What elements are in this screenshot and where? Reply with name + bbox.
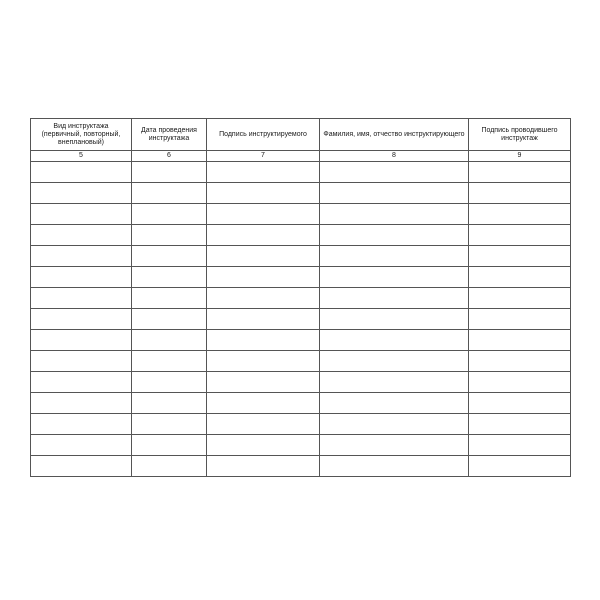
table-row bbox=[31, 183, 571, 204]
cell-instructor-name[interactable] bbox=[320, 267, 469, 288]
cell-instructor-signature[interactable] bbox=[469, 435, 571, 456]
table-row bbox=[31, 435, 571, 456]
table-row bbox=[31, 309, 571, 330]
table-row bbox=[31, 414, 571, 435]
cell-briefing-type[interactable] bbox=[31, 288, 132, 309]
header-row bbox=[31, 119, 571, 151]
cell-instructor-name[interactable] bbox=[320, 309, 469, 330]
cell-briefing-type[interactable] bbox=[31, 204, 132, 225]
cell-instructor-name[interactable] bbox=[320, 288, 469, 309]
cell-trainee-signature[interactable] bbox=[207, 393, 320, 414]
table-row bbox=[31, 162, 571, 183]
cell-instructor-signature[interactable] bbox=[469, 414, 571, 435]
cell-trainee-signature[interactable] bbox=[207, 435, 320, 456]
cell-instructor-name[interactable] bbox=[320, 456, 469, 477]
cell-briefing-type[interactable] bbox=[31, 435, 132, 456]
cell-instructor-name[interactable] bbox=[320, 183, 469, 204]
cell-instructor-signature[interactable] bbox=[469, 456, 571, 477]
cell-briefing-date[interactable] bbox=[132, 456, 207, 477]
cell-instructor-name[interactable] bbox=[320, 162, 469, 183]
cell-instructor-signature[interactable] bbox=[469, 246, 571, 267]
briefing-journal-table bbox=[30, 118, 571, 477]
cell-trainee-signature[interactable] bbox=[207, 414, 320, 435]
cell-briefing-date[interactable] bbox=[132, 225, 207, 246]
cell-briefing-type[interactable] bbox=[31, 267, 132, 288]
cell-instructor-signature[interactable] bbox=[469, 183, 571, 204]
cell-briefing-type[interactable] bbox=[31, 372, 132, 393]
cell-instructor-signature[interactable] bbox=[469, 393, 571, 414]
cell-briefing-type[interactable] bbox=[31, 456, 132, 477]
cell-briefing-date[interactable] bbox=[132, 267, 207, 288]
cell-briefing-type[interactable] bbox=[31, 162, 132, 183]
cell-briefing-date[interactable] bbox=[132, 183, 207, 204]
cell-trainee-signature[interactable] bbox=[207, 351, 320, 372]
cell-trainee-signature[interactable] bbox=[207, 246, 320, 267]
column-number: 7 bbox=[207, 151, 320, 162]
cell-briefing-type[interactable] bbox=[31, 225, 132, 246]
cell-trainee-signature[interactable] bbox=[207, 183, 320, 204]
cell-instructor-signature[interactable] bbox=[469, 225, 571, 246]
cell-briefing-date[interactable] bbox=[132, 414, 207, 435]
cell-briefing-date[interactable] bbox=[132, 372, 207, 393]
header-briefing-type: Вид инструктажа (первичный, повторный, внеплановый) bbox=[31, 119, 132, 151]
cell-trainee-signature[interactable] bbox=[207, 225, 320, 246]
table-row bbox=[31, 225, 571, 246]
cell-briefing-type[interactable] bbox=[31, 183, 132, 204]
cell-briefing-type[interactable] bbox=[31, 330, 132, 351]
cell-instructor-signature[interactable] bbox=[469, 267, 571, 288]
header-briefing-date: Дата проведения инструктажа bbox=[132, 119, 207, 151]
cell-instructor-name[interactable] bbox=[320, 414, 469, 435]
cell-instructor-signature[interactable] bbox=[469, 351, 571, 372]
cell-briefing-type[interactable] bbox=[31, 246, 132, 267]
cell-briefing-date[interactable] bbox=[132, 393, 207, 414]
table-row bbox=[31, 267, 571, 288]
cell-trainee-signature[interactable] bbox=[207, 456, 320, 477]
column-number-row bbox=[31, 151, 571, 162]
table-row bbox=[31, 288, 571, 309]
cell-briefing-type[interactable] bbox=[31, 309, 132, 330]
table-row bbox=[31, 372, 571, 393]
cell-instructor-signature[interactable] bbox=[469, 162, 571, 183]
cell-instructor-name[interactable] bbox=[320, 372, 469, 393]
cell-briefing-date[interactable] bbox=[132, 309, 207, 330]
cell-trainee-signature[interactable] bbox=[207, 204, 320, 225]
cell-trainee-signature[interactable] bbox=[207, 288, 320, 309]
cell-briefing-date[interactable] bbox=[132, 162, 207, 183]
cell-instructor-signature[interactable] bbox=[469, 330, 571, 351]
cell-trainee-signature[interactable] bbox=[207, 330, 320, 351]
cell-briefing-date[interactable] bbox=[132, 435, 207, 456]
cell-instructor-signature[interactable] bbox=[469, 288, 571, 309]
table-row bbox=[31, 351, 571, 372]
cell-instructor-name[interactable] bbox=[320, 393, 469, 414]
header-trainee-signature: Подпись инструктируемого bbox=[207, 119, 320, 151]
cell-briefing-date[interactable] bbox=[132, 204, 207, 225]
column-number: 8 bbox=[320, 151, 469, 162]
column-number: 6 bbox=[132, 151, 207, 162]
header-instructor-name: Фамилия, имя, отчество инструктирующего bbox=[320, 119, 469, 151]
table-row bbox=[31, 330, 571, 351]
table-row bbox=[31, 456, 571, 477]
column-number: 5 bbox=[31, 151, 132, 162]
cell-instructor-name[interactable] bbox=[320, 351, 469, 372]
cell-trainee-signature[interactable] bbox=[207, 162, 320, 183]
cell-instructor-signature[interactable] bbox=[469, 204, 571, 225]
cell-briefing-date[interactable] bbox=[132, 330, 207, 351]
cell-trainee-signature[interactable] bbox=[207, 372, 320, 393]
cell-instructor-name[interactable] bbox=[320, 435, 469, 456]
column-number: 9 bbox=[469, 151, 571, 162]
cell-trainee-signature[interactable] bbox=[207, 267, 320, 288]
header-instructor-signature: Подпись проводившего инструктаж bbox=[469, 119, 571, 151]
cell-briefing-type[interactable] bbox=[31, 351, 132, 372]
cell-briefing-date[interactable] bbox=[132, 246, 207, 267]
cell-instructor-name[interactable] bbox=[320, 225, 469, 246]
cell-instructor-name[interactable] bbox=[320, 246, 469, 267]
cell-briefing-date[interactable] bbox=[132, 351, 207, 372]
cell-instructor-signature[interactable] bbox=[469, 372, 571, 393]
table-row bbox=[31, 393, 571, 414]
cell-briefing-date[interactable] bbox=[132, 288, 207, 309]
cell-instructor-name[interactable] bbox=[320, 330, 469, 351]
table-row bbox=[31, 204, 571, 225]
cell-instructor-name[interactable] bbox=[320, 204, 469, 225]
table-body bbox=[31, 162, 571, 477]
table-row bbox=[31, 246, 571, 267]
cell-trainee-signature[interactable] bbox=[207, 309, 320, 330]
cell-briefing-type[interactable] bbox=[31, 393, 132, 414]
cell-instructor-signature[interactable] bbox=[469, 309, 571, 330]
cell-briefing-type[interactable] bbox=[31, 414, 132, 435]
